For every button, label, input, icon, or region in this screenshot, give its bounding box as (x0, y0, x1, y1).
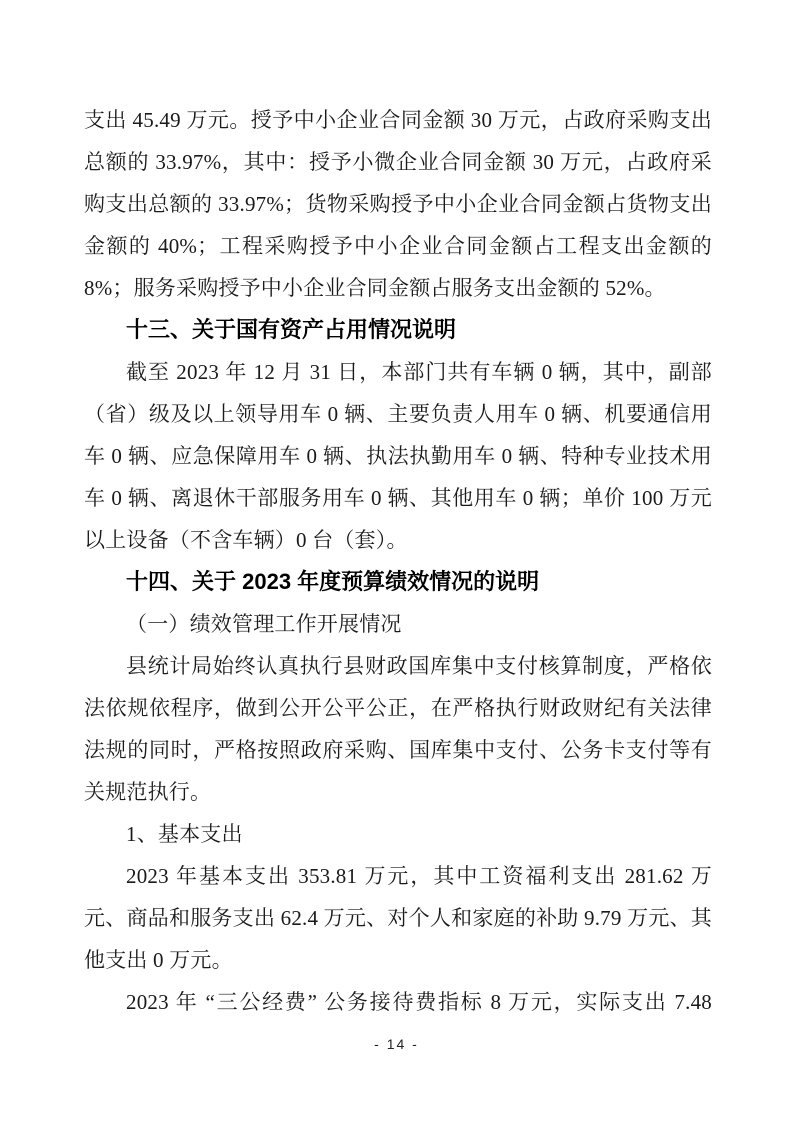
body-paragraph: 县统计局始终认真执行县财政国库集中支付核算制度，严格依法依规依程序，做到公开公平公正，在严格执行财政财纪有关法律法规的同时，严格按照政府采购、国库集中支付、公务卡支付等有关规范执行。 (84, 654, 712, 804)
page-number: - 14 - (374, 1036, 419, 1052)
body-paragraph: 2023 年 “三公经费” 公务接待费指标 8 万元，实际支出 7.48 (126, 990, 712, 1014)
body-paragraph: 截至 2023 年 12 月 31 日，本部门共有车辆 0 辆，其中，副部（省）级及以上领导用车 0 辆、主要负责人用车 0 辆、机要通信用车 0 辆、应急保障用车 0 辆、执法执勤用车 0 辆、特种专业技术用车 0 辆、离退休干部服务用车 0 辆、其他用车 0 辆；单价 100 万元以上设备（不含车辆）0 台（套）。 (84, 360, 712, 552)
section-heading: 十四、关于 2023 年度预算绩效情况的说明 (126, 569, 540, 594)
body-paragraph-continued: 支出 45.49 万元。授予中小企业合同金额 30 万元，占政府采购支出总额的 33.97%，其中：授予小微企业合同金额 30 万元，占政府采购支出总额的 33.97%；货物采购授予中小企业合同金额占货物支出金额的 40%；工程采购授予中小企业合同金额占工程支出金额的 8%；服务采购授予中小企业合同金额占服务支出金额的 52%。 (84, 108, 712, 300)
sub-heading: 1、基本支出 (126, 822, 243, 846)
sub-heading: （一）绩效管理工作开展情况 (126, 612, 402, 636)
document-body (84, 99, 712, 1023)
body-paragraph: 2023 年基本支出 353.81 万元，其中工资福利支出 281.62 万元、商品和服务支出 62.4 万元、对个人和家庭的补助 9.79 万元、其他支出 0 万元。 (84, 864, 712, 972)
section-heading: 十三、关于国有资产占用情况说明 (126, 317, 457, 342)
